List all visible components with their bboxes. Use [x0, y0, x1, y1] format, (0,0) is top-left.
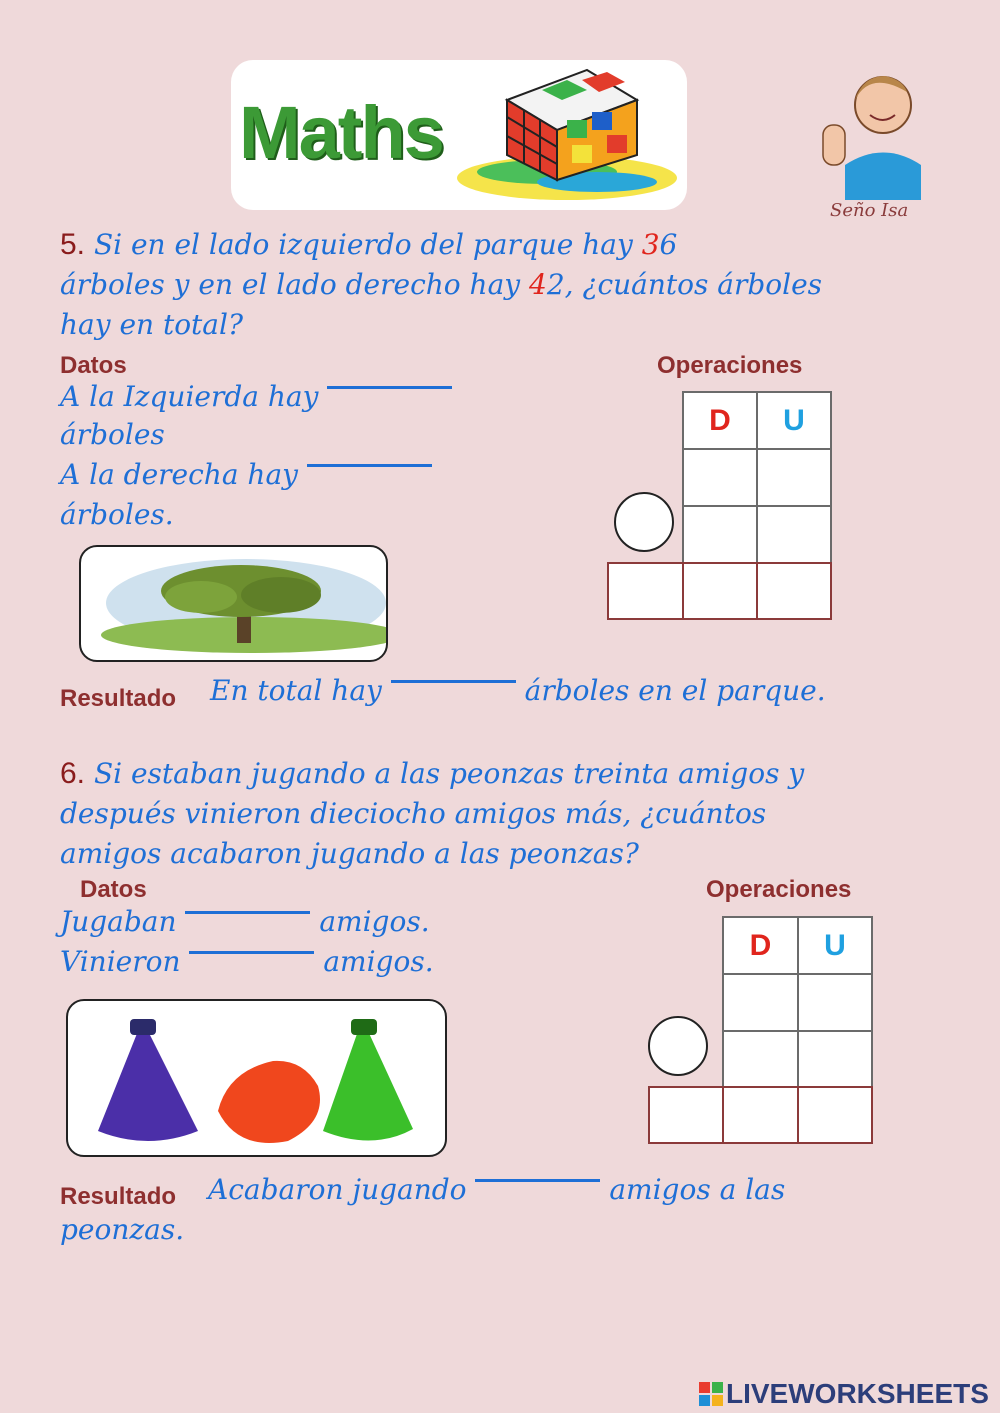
- problem5-dato2: A la derecha hay: [60, 458, 432, 491]
- rubiks-cube-icon: [447, 60, 687, 210]
- problem5-dato1-b: árboles: [60, 418, 165, 451]
- problem5-grid-row2-u[interactable]: [756, 505, 832, 564]
- logo-text: Maths: [239, 91, 443, 174]
- problem5-dato1-blank[interactable]: [327, 380, 452, 389]
- problem6-operaciones-label: Operaciones: [706, 876, 852, 903]
- problem5-cell-input[interactable]: [758, 450, 834, 507]
- problem5-cell-input[interactable]: [684, 450, 760, 507]
- problem6-grid-row1-u[interactable]: [797, 973, 873, 1032]
- footer-brand: [698, 1378, 989, 1410]
- problem6-resultado-blank[interactable]: [475, 1173, 600, 1182]
- problem5-grid-result-u[interactable]: [756, 562, 832, 620]
- tree-icon: [81, 547, 386, 660]
- problem5-grid-row2-d[interactable]: [682, 505, 758, 564]
- problem6-grid-result-d[interactable]: [722, 1086, 799, 1144]
- problem5-num2-units: 2: [546, 268, 565, 301]
- problem6-grid-row1-d[interactable]: [722, 973, 799, 1032]
- problem5-carry-circle[interactable]: [614, 492, 674, 552]
- problem5-cell-input[interactable]: [758, 564, 834, 620]
- problem6-grid-row2-d[interactable]: [722, 1030, 799, 1089]
- problem6-cell-input[interactable]: [724, 1088, 801, 1144]
- problem6-resultado-input[interactable]: [475, 1176, 604, 1206]
- problem6-line2: después vinieron dieciocho amigos más, ¿cuántos: [60, 797, 767, 830]
- problem5-datos-label: Datos: [60, 352, 127, 379]
- problem5-line2: árboles y en el lado derecho hay 42, ¿cuántos árboles: [60, 268, 823, 301]
- problem5-resultado-input[interactable]: [391, 677, 520, 707]
- problem5-operaciones-label: Operaciones: [657, 352, 803, 379]
- problem6-number: 6.: [60, 757, 86, 790]
- footer-brand-text: LIVEWORKSHEETS: [726, 1378, 989, 1409]
- problem6-grid-header-d: D: [722, 916, 799, 975]
- problem6-dato2: Vinieron amigos.: [60, 945, 434, 978]
- problem6-cell-input[interactable]: [724, 975, 801, 1032]
- tree-image: [79, 545, 388, 662]
- problem5-number: 5.: [60, 228, 86, 261]
- teacher-caption: Seño Isa: [830, 200, 909, 221]
- problem5-line3: hay en total?: [60, 308, 243, 341]
- problem6-dato2-blank[interactable]: [189, 945, 314, 954]
- problem5-cell-input[interactable]: [758, 507, 834, 564]
- problem6-carry-circle[interactable]: [648, 1016, 708, 1076]
- problem5-grid-header-d: D: [682, 391, 758, 450]
- problem5-resultado-blank[interactable]: [391, 674, 516, 683]
- problem5-dato2-blank[interactable]: [307, 458, 432, 467]
- problem6-grid-result-c[interactable]: [648, 1086, 724, 1144]
- problem5-cell-input[interactable]: [684, 564, 760, 620]
- problem6-cell-input[interactable]: [724, 1032, 801, 1089]
- problem6-datos-label: Datos: [80, 876, 147, 903]
- problem5-grid-result-c[interactable]: [607, 562, 684, 620]
- problem5-grid-header-u: U: [756, 391, 832, 450]
- header-logo: [231, 60, 687, 210]
- problem6-dato1: Jugaban amigos.: [60, 905, 430, 938]
- spinning-tops-icon: [68, 1001, 445, 1155]
- spinning-tops-image: [66, 999, 447, 1157]
- problem5-grid-result-d[interactable]: [682, 562, 758, 620]
- problem6-cell-input[interactable]: [799, 1088, 875, 1144]
- problem5-line1: 5. Si en el lado izquierdo del parque hay 36: [60, 228, 678, 261]
- problem6-grid-result-u[interactable]: [797, 1086, 873, 1144]
- problem5-cell-input[interactable]: [684, 507, 760, 564]
- problem5-dato2-b: árboles.: [60, 498, 174, 531]
- problem6-grid-header-u: U: [797, 916, 873, 975]
- problem6-dato2-input[interactable]: [189, 948, 318, 978]
- problem5-grid-row1-u[interactable]: [756, 448, 832, 507]
- problem6-resultado-text: Acabaron jugando amigos a las: [208, 1173, 786, 1206]
- problem5-resultado-label: Resultado: [60, 685, 177, 712]
- problem6-cell-input[interactable]: [650, 1088, 726, 1144]
- problem5-num2-tens: 4: [529, 268, 547, 301]
- problem5-resultado-text: En total hay árboles en el parque.: [210, 674, 826, 707]
- problem6-line3: amigos acabaron jugando a las peonzas?: [60, 837, 639, 870]
- problem6-cell-input[interactable]: [799, 1032, 875, 1089]
- problem6-dato1-input[interactable]: [185, 908, 314, 938]
- problem5-dato1-input[interactable]: [327, 383, 456, 413]
- problem5-num1-tens: 3: [641, 228, 660, 261]
- problem6-resultado-text-2: peonzas.: [60, 1213, 185, 1246]
- problem5-dato2-input[interactable]: [307, 461, 436, 491]
- problem5-dato1: A la Izquierda hay: [60, 380, 452, 413]
- problem6-line1: 6. Si estaban jugando a las peonzas treinta amigos y: [60, 757, 805, 790]
- problem5-cell-input[interactable]: [609, 564, 686, 620]
- problem5-num1-units: 6: [659, 228, 678, 261]
- liveworksheets-logo-icon: [698, 1381, 724, 1407]
- problem5-grid-row1-d[interactable]: [682, 448, 758, 507]
- problem6-cell-input[interactable]: [799, 975, 875, 1032]
- teacher-avatar-icon: [815, 70, 925, 200]
- problem6-dato1-blank[interactable]: [185, 905, 310, 914]
- problem6-resultado-label: Resultado: [60, 1183, 177, 1210]
- problem6-grid-row2-u[interactable]: [797, 1030, 873, 1089]
